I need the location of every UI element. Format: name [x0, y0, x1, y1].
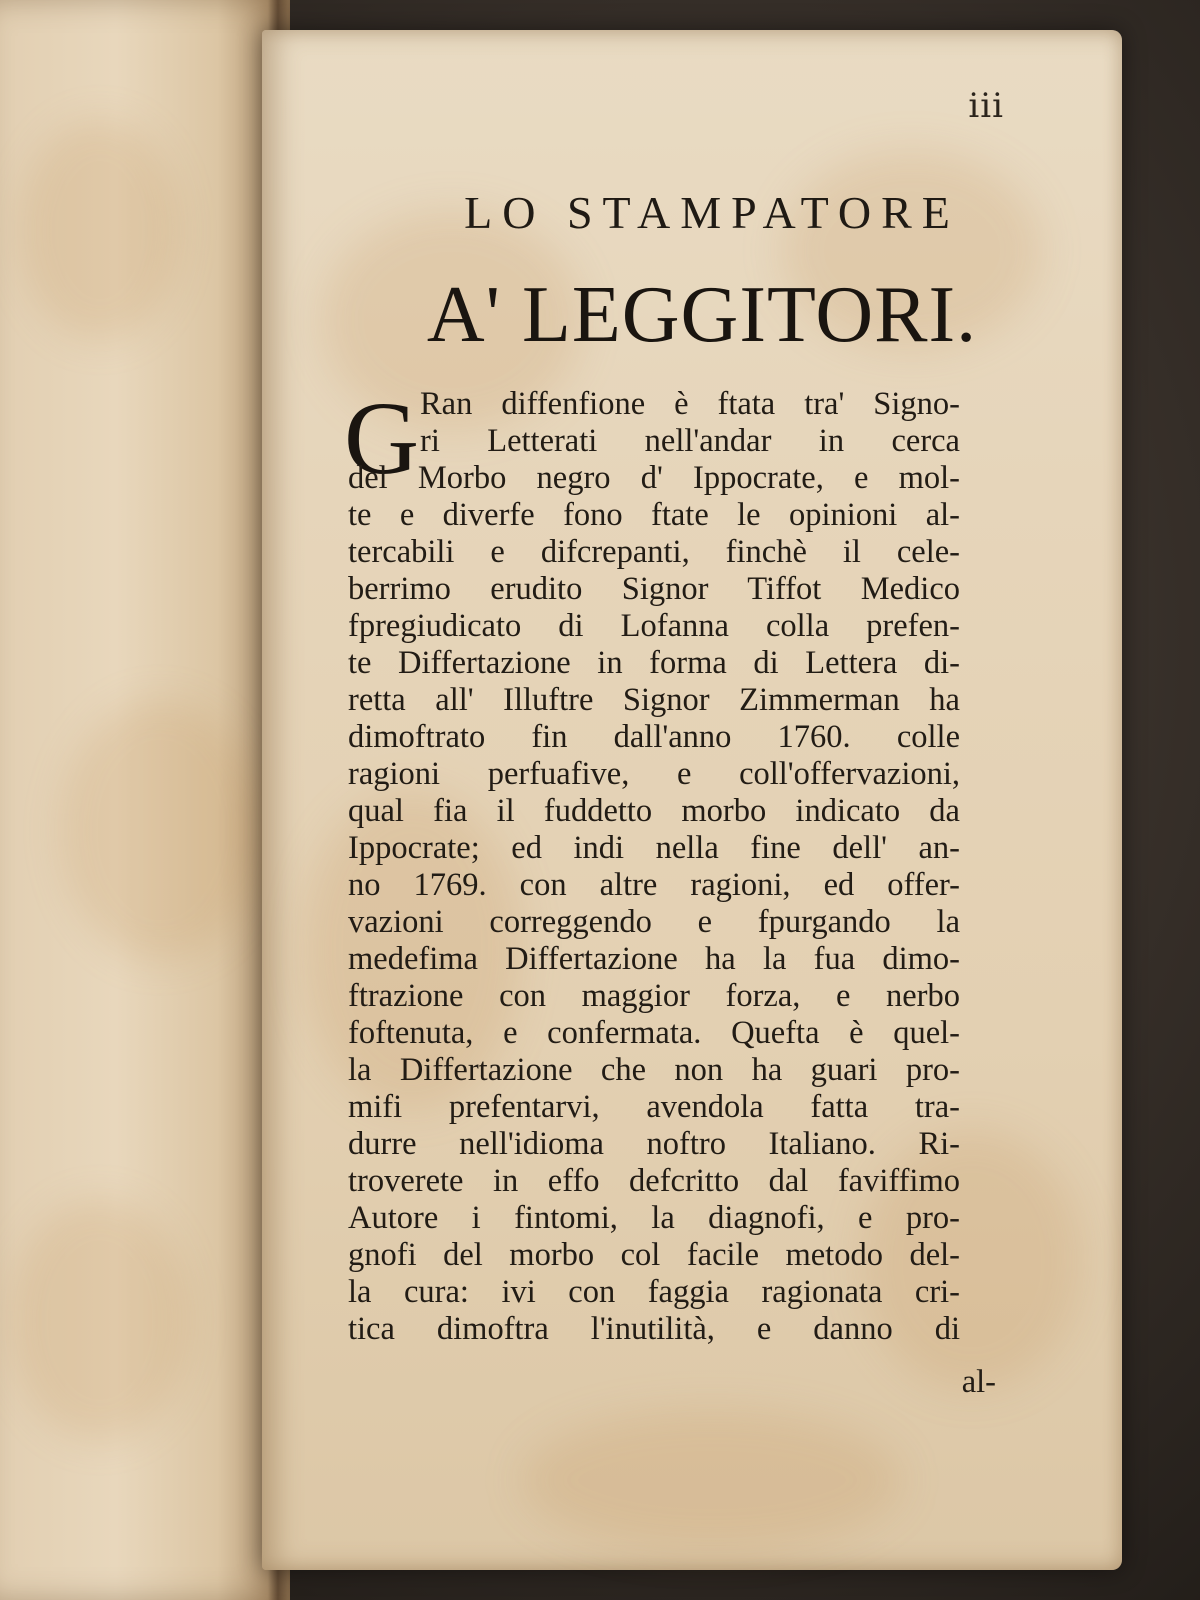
- text-line: foftenuta, e confermata. Quefta è quel-: [348, 1015, 960, 1051]
- text-line: ftrazione con maggior forza, e nerbo: [348, 978, 960, 1014]
- text-line: gnofi del morbo col facile metodo del-: [348, 1237, 960, 1273]
- text-line: fpregiudicato di Lofanna colla prefen-: [348, 608, 960, 644]
- body-text: [348, 386, 960, 1348]
- page-title: A' LEGGITORI.: [426, 271, 978, 359]
- text-line: ragioni perfuafive, e coll'offervazioni,: [348, 756, 960, 792]
- text-line: tica dimoftra l'inutilità, e danno di: [348, 1311, 960, 1347]
- text-line: la Differtazione che non ha guari pro-: [348, 1052, 960, 1088]
- right-page: [262, 30, 1122, 1570]
- page-number: iii: [968, 86, 1004, 126]
- text-line: qual fia il fuddetto morbo indicato da: [348, 793, 960, 829]
- text-line: Ran diffenfione è ftata tra' Signo-: [420, 386, 960, 422]
- running-head: LO STAMPATORE: [464, 187, 960, 238]
- text-line: te Differtazione in forma di Lettera di-: [348, 645, 960, 681]
- text-line: te e diverfe fono ftate le opinioni al-: [348, 497, 960, 533]
- text-line: berrimo erudito Signor Tiffot Medico: [348, 571, 960, 607]
- text-line: la cura: ivi con faggia ragionata cri-: [348, 1274, 960, 1310]
- text-line: medefima Differtazione ha la fua dimo-: [348, 941, 960, 977]
- text-line: del Morbo negro d' Ippocrate, e mol-: [348, 460, 960, 496]
- drop-cap: G: [344, 381, 420, 496]
- text-line: dimoftrato fin dall'anno 1760. colle: [348, 719, 960, 755]
- text-line: mifi prefentarvi, avendola fatta tra-: [348, 1089, 960, 1125]
- text-line: troverete in effo defcritto dal faviffimo: [348, 1163, 960, 1199]
- text-line: tercabili e difcrepanti, finchè il cele-: [348, 534, 960, 570]
- text-line: ri Letterati nell'andar in cerca: [420, 423, 960, 459]
- text-line: Autore i fintomi, la diagnofi, e pro-: [348, 1200, 960, 1236]
- left-page: [0, 0, 290, 1600]
- text-line: no 1769. con altre ragioni, ed offer-: [348, 867, 960, 903]
- text-line: vazioni correggendo e fpurgando la: [348, 904, 960, 940]
- text-line: Ippocrate; ed indi nella fine dell' an-: [348, 830, 960, 866]
- text-line: durre nell'idioma noftro Italiano. Ri-: [348, 1126, 960, 1162]
- catchword: al-: [961, 1364, 996, 1400]
- text-line: retta all' Illuftre Signor Zimmerman ha: [348, 682, 960, 718]
